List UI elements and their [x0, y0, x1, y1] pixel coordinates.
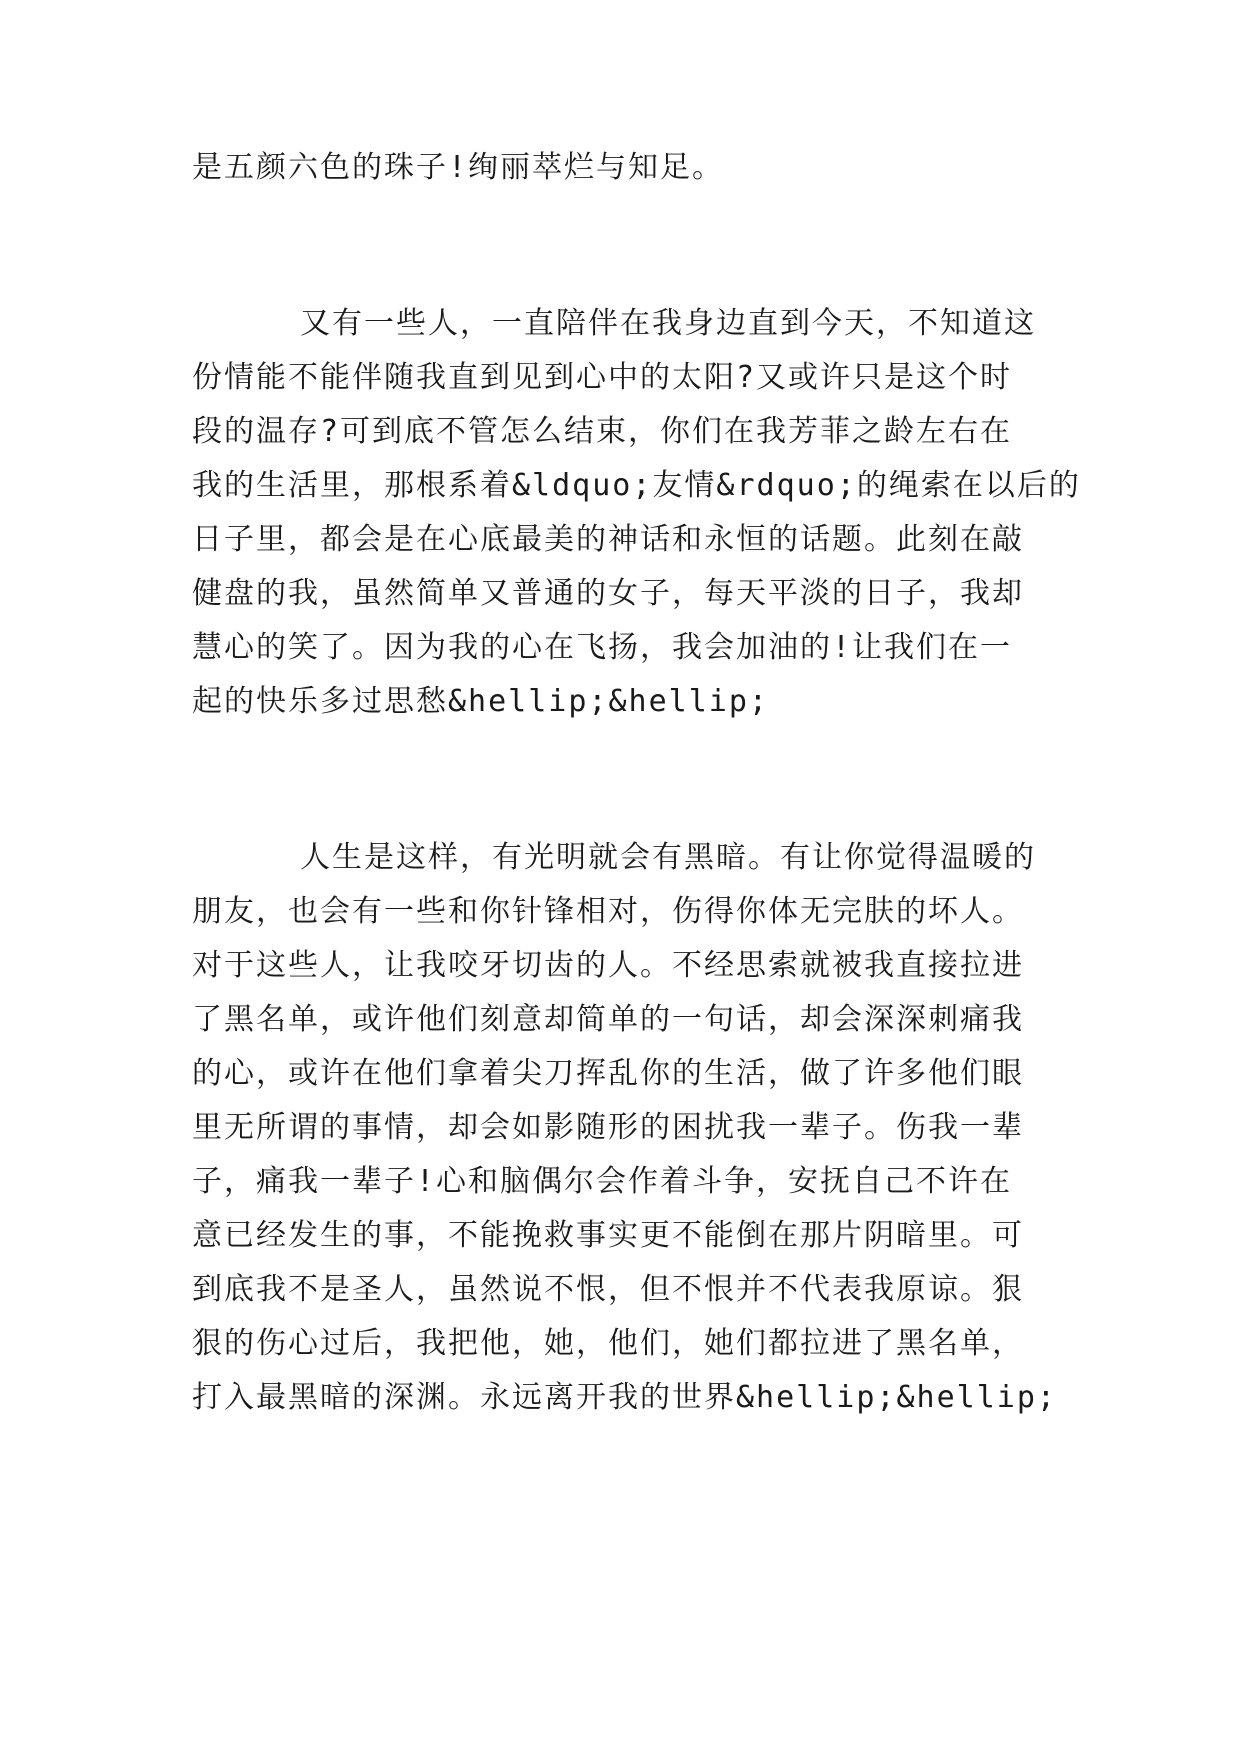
paragraph-3-line-2: 朋友，也会有一些和你针锋相对，伤得你体无完肤的坏人。: [192, 894, 1024, 929]
paragraph-2-line-7: 慧心的笑了。因为我的心在飞扬，我会加油的!让我们在一: [192, 630, 1013, 665]
paragraph-3-line-5: 的心，或许在他们拿着尖刀挥乱你的生活，做了许多他们眼: [192, 1056, 1024, 1091]
paragraph-3-line-11: 打入最黑暗的深渊。永远离开我的世界&hellip;&hellip;: [192, 1380, 1057, 1415]
paragraph-2-line-2: 份情能不能伴随我直到见到心中的太阳?又或许只是这个时: [192, 360, 1013, 395]
paragraph-3-line-7: 子，痛我一辈子!心和脑偶尔会作着斗争，安抚自己不许在: [192, 1164, 1013, 1199]
paragraph-2-line-6: 健盘的我，虽然简单又普通的女子，每天平淡的日子，我却: [192, 576, 1024, 611]
paragraph-3-line-3: 对于这些人，让我咬牙切齿的人。不经思索就被我直接拉进: [192, 948, 1024, 983]
paragraph-3-line-9: 到底我不是圣人，虽然说不恨，但不恨并不代表我原谅。狠: [192, 1272, 1024, 1307]
paragraph-2-line-4: 我的生活里，那根系着&ldquo;友情&rdquo;的绳索在以后的: [192, 468, 1081, 503]
paragraph-2-line-3: 段的温存?可到底不管怎么结束，你们在我芳菲之龄左右在: [192, 414, 1013, 449]
paragraph-3-line-8: 意已经发生的事，不能挽救事实更不能倒在那片阴暗里。可: [192, 1218, 1024, 1253]
paragraph-3-line-4: 了黑名单，或许他们刻意却简单的一句话，却会深深刺痛我: [192, 1002, 1024, 1037]
paragraph-3-line-6: 里无所谓的事情，却会如影随形的困扰我一辈子。伤我一辈: [192, 1110, 1024, 1145]
paragraph-2-line-8: 起的快乐多过思愁&hellip;&hellip;: [192, 684, 769, 719]
paragraph-1-line-1: 是五颜六色的珠子!绚丽萃烂与知足。: [192, 150, 725, 185]
paragraph-3-line-1: 人生是这样，有光明就会有黑暗。有让你觉得温暖的: [300, 840, 1036, 875]
paragraph-2-line-1: 又有一些人，一直陪伴在我身边直到今天，不知道这: [300, 306, 1036, 341]
paragraph-3-line-10: 狠的伤心过后，我把他，她，他们，她们都拉进了黑名单，: [192, 1326, 1024, 1361]
paragraph-2-line-5: 日子里，都会是在心底最美的神话和永恒的话题。此刻在敲: [192, 522, 1024, 557]
